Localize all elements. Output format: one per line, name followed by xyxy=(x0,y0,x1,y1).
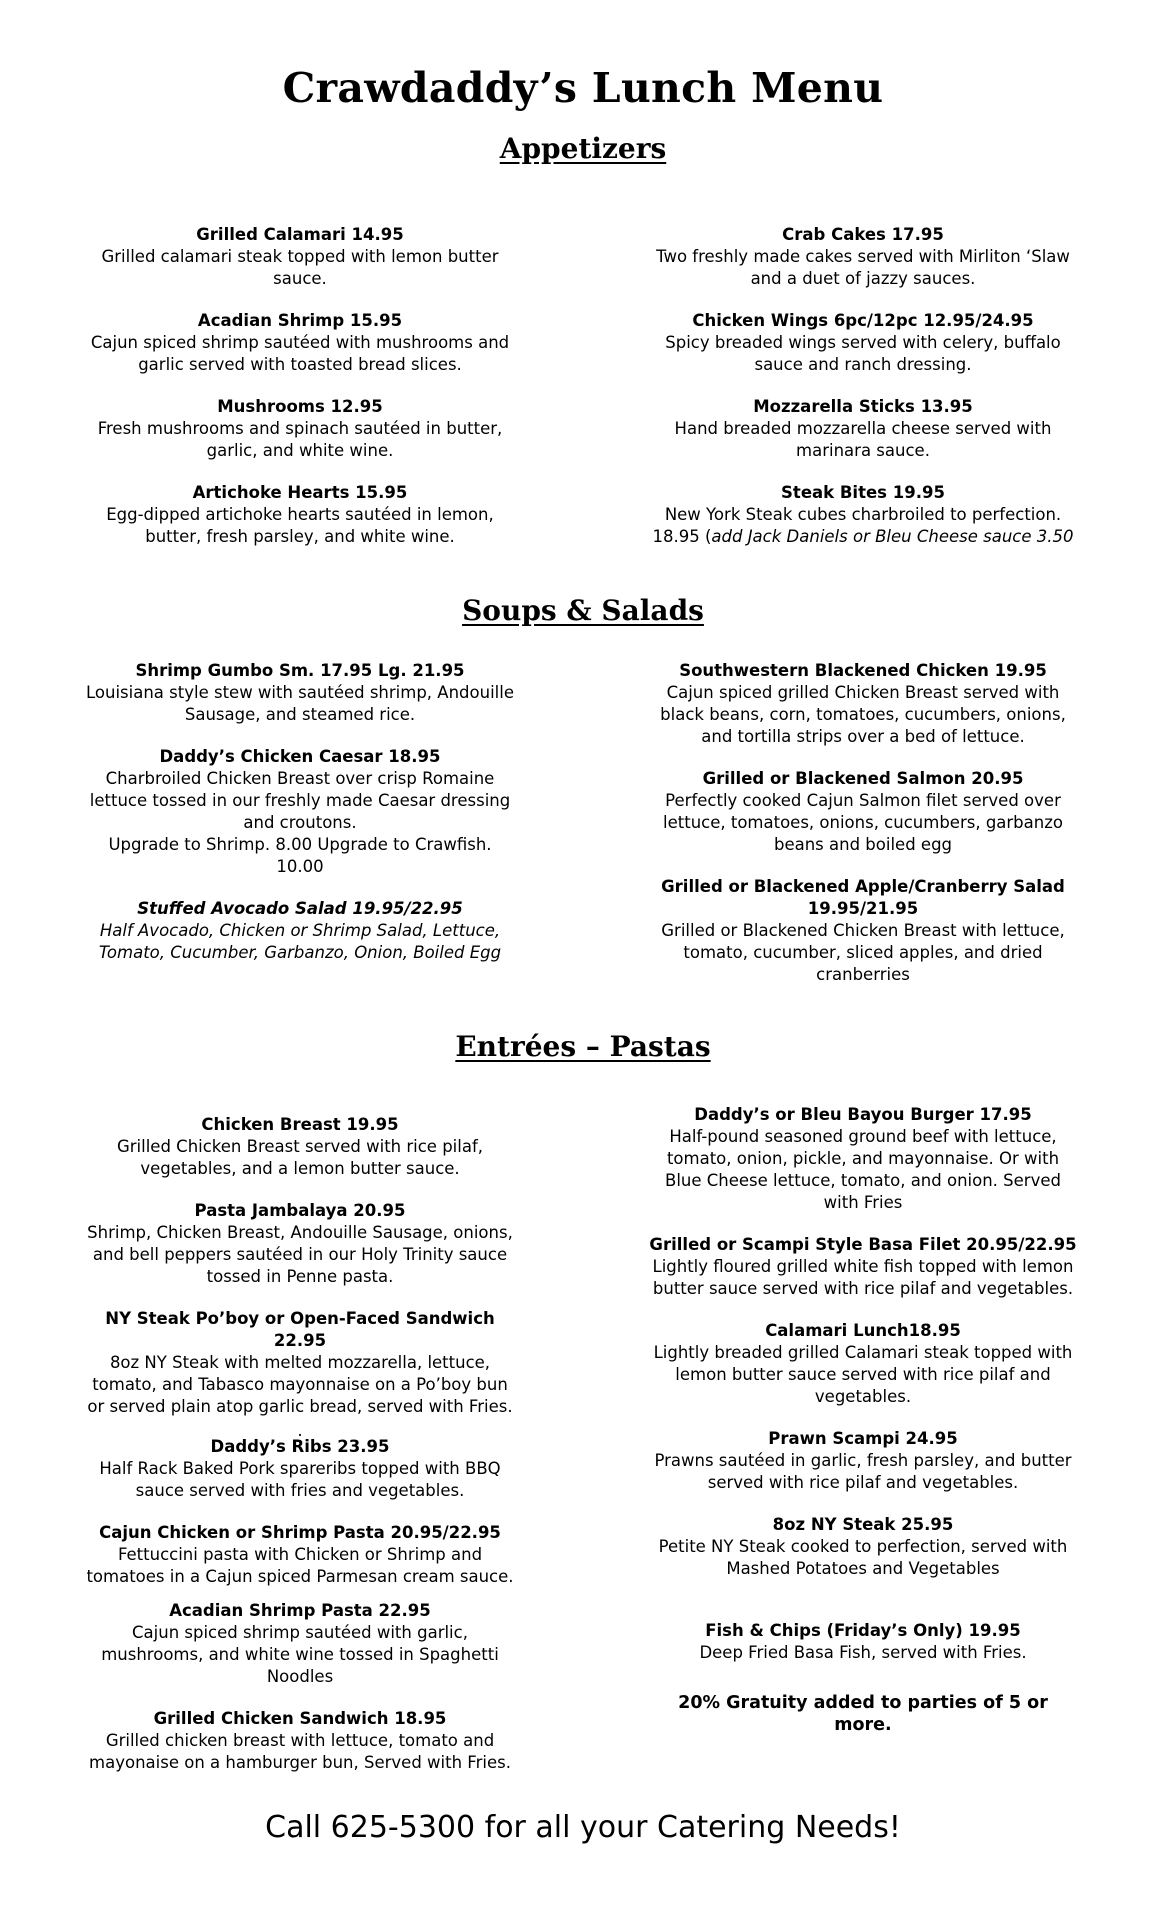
menu-item xyxy=(85,1200,515,1288)
item-name: Shrimp Gumbo Sm. 17.95 Lg. 21.95 xyxy=(135,661,465,680)
item-name: Daddy’s Chicken Caesar 18.95 xyxy=(159,747,441,766)
menu-item xyxy=(85,1522,515,1588)
item-description: Cajun spiced grilled Chicken Breast served with black beans, corn, tomatoes, cucumbers, onions, and tortilla strips over a bed of lettuce. xyxy=(660,683,1066,746)
gratuity-note: 20% Gratuity added to parties of 5 or more. xyxy=(678,1693,1048,1735)
item-name: Mozzarella Sticks 13.95 xyxy=(753,397,973,416)
menu-item xyxy=(85,396,515,462)
menu-item xyxy=(648,1620,1078,1664)
menu-item xyxy=(85,746,515,878)
item-description: Prawns sautéed in garlic, fresh parsley, and butter served with rice pilaf and vegetables. xyxy=(654,1451,1072,1492)
item-description: Half Rack Baked Pork spareribs topped with BBQ sauce served with fries and vegetables. xyxy=(99,1459,501,1500)
item-description: Egg-dipped artichoke hearts sautéed in lemon, butter, fresh parsley, and white wine. xyxy=(106,505,494,546)
menu-item xyxy=(648,876,1078,986)
menu-item xyxy=(648,768,1078,856)
item-name: Cajun Chicken or Shrimp Pasta 20.95/22.95 xyxy=(99,1523,501,1542)
menu-item xyxy=(648,1320,1078,1408)
item-name: Southwestern Blackened Chicken 19.95 xyxy=(679,661,1047,680)
menu-item xyxy=(648,482,1078,548)
item-description: 8oz NY Steak with melted mozzarella, lettuce, tomato, and Tabasco mayonnaise on a Po’boy bun or served plain atop garlic bread, served with Fries. xyxy=(87,1353,513,1416)
entrees-right-column xyxy=(648,1104,1078,1736)
menu-item xyxy=(648,224,1078,290)
menu-item xyxy=(85,224,515,290)
item-name: Artichoke Hearts 15.95 xyxy=(192,483,408,502)
item-description: Shrimp, Chicken Breast, Andouille Sausage, onions, and bell peppers sautéed in our Holy Trinity sauce tossed in Penne pasta. xyxy=(87,1223,513,1286)
item-description: Two freshly made cakes served with Mirliton ‘Slaw and a duet of jazzy sauces. xyxy=(656,247,1070,288)
item-name: Crab Cakes 17.95 xyxy=(782,225,944,244)
item-description: Half-pound seasoned ground beef with lettuce, tomato, onion, pickle, and mayonnaise. Or with Blue Cheese lettuce, tomato, and onion. Served with Fries xyxy=(665,1127,1061,1212)
item-description: Grilled Chicken Breast served with rice pilaf, vegetables, and a lemon butter sauce. xyxy=(116,1137,484,1178)
item-description: Lightly floured grilled white fish topped with lemon butter sauce served with rice pilaf and vegetables. xyxy=(652,1257,1074,1298)
item-description: Fettuccini pasta with Chicken or Shrimp and tomatoes in a Cajun spiced Parmesan cream sauce. xyxy=(86,1545,514,1586)
item-description: Petite NY Steak cooked to perfection, served with Mashed Potatoes and Vegetables xyxy=(658,1537,1068,1578)
item-description: Hand breaded mozzarella cheese served with marinara sauce. xyxy=(674,419,1052,460)
menu-item xyxy=(85,482,515,548)
menu-item xyxy=(85,1600,515,1688)
item-description: Lightly breaded grilled Calamari steak topped with lemon butter sauce served with rice pilaf and vegetables. xyxy=(653,1343,1073,1406)
item-name: Daddy’s or Bleu Bayou Burger 17.95 xyxy=(694,1105,1032,1124)
item-name: Acadian Shrimp Pasta 22.95 xyxy=(169,1601,431,1620)
item-name: Calamari Lunch18.95 xyxy=(765,1321,961,1340)
item-description: Cajun spiced shrimp sautéed with garlic, mushrooms, and white wine tossed in Spaghetti Noodles xyxy=(101,1623,499,1686)
upgrade-note: Upgrade to Shrimp. 8.00 Upgrade to Crawfish. 10.00 xyxy=(108,835,492,876)
menu-item xyxy=(85,660,515,726)
item-name: Chicken Wings 6pc/12pc 12.95/24.95 xyxy=(692,311,1034,330)
item-name: 8oz NY Steak 25.95 xyxy=(772,1515,954,1534)
item-name: Acadian Shrimp 15.95 xyxy=(197,311,403,330)
item-name: NY Steak Po’boy or Open-Faced Sandwich 22.95 xyxy=(105,1309,495,1350)
item-description: Charbroiled Chicken Breast over crisp Romaine lettuce tossed in our freshly made Caesar dressing and croutons. xyxy=(89,769,511,832)
item-name: Prawn Scampi 24.95 xyxy=(768,1429,958,1448)
section-heading-appetizers: Appetizers xyxy=(499,132,667,165)
item-name: Grilled or Scampi Style Basa Filet 20.95/22.95 xyxy=(649,1235,1077,1254)
menu-item xyxy=(648,1104,1078,1214)
stray-dot: . xyxy=(297,1421,303,1440)
item-description: Cajun spiced shrimp sautéed with mushrooms and garlic served with toasted bread slices. xyxy=(90,333,510,374)
item-name: Fish & Chips (Friday’s Only) 19.95 xyxy=(705,1621,1021,1640)
item-name: Mushrooms 12.95 xyxy=(217,397,383,416)
item-description: Fresh mushrooms and spinach sautéed in butter, garlic, and white wine. xyxy=(97,419,503,460)
item-description: Grilled or Blackened Chicken Breast with lettuce, tomato, cucumber, sliced apples, and dried cranberries xyxy=(661,921,1065,984)
appetizers-right-column xyxy=(648,224,1078,568)
item-description: Grilled chicken breast with lettuce, tomato and mayonaise on a hamburger bun, Served with Fries. xyxy=(89,1731,511,1772)
menu-item xyxy=(85,898,515,964)
menu-item xyxy=(648,396,1078,462)
item-name: Grilled Chicken Sandwich 18.95 xyxy=(153,1709,447,1728)
item-description: Spicy breaded wings served with celery, buffalo sauce and ranch dressing. xyxy=(665,333,1061,374)
item-description: Louisiana style stew with sautéed shrimp, Andouille Sausage, and steamed rice. xyxy=(86,683,514,724)
item-name: Grilled or Blackened Salmon 20.95 xyxy=(702,769,1024,788)
item-name: Daddy’s Ribs 23.95 xyxy=(210,1437,390,1456)
item-name: Grilled Calamari 14.95 xyxy=(196,225,404,244)
item-description: Grilled calamari steak topped with lemon butter sauce. xyxy=(101,247,499,288)
soups-left-column xyxy=(85,660,515,984)
menu-title: Crawdaddy’s Lunch Menu xyxy=(282,64,884,112)
soups-right-column xyxy=(648,660,1078,1006)
item-description: Half Avocado, Chicken or Shrimp Salad, Lettuce, Tomato, Cucumber, Garbanzo, Onion, Boiled Egg xyxy=(98,921,502,962)
item-name: Chicken Breast 19.95 xyxy=(201,1115,399,1134)
menu-item xyxy=(85,1708,515,1774)
appetizers-left-column xyxy=(85,224,515,568)
item-description: Perfectly cooked Cajun Salmon filet served over lettuce, tomatoes, onions, cucumbers, garbanzo beans and boiled egg xyxy=(663,791,1063,854)
item-name: Steak Bites 19.95 xyxy=(781,483,945,502)
item-description-italic: add Jack Daniels or Bleu Cheese sauce 3.50 xyxy=(711,527,1074,546)
menu-item xyxy=(648,660,1078,748)
item-description: Deep Fried Basa Fish, served with Fries. xyxy=(699,1643,1027,1662)
entrees-left-column xyxy=(85,1114,515,1794)
item-description xyxy=(648,504,1078,548)
item-name: Stuffed Avocado Salad 19.95/22.95 xyxy=(137,899,463,918)
menu-item xyxy=(648,310,1078,376)
menu-item xyxy=(85,1436,515,1502)
menu-item xyxy=(85,310,515,376)
section-heading-soups-salads: Soups & Salads xyxy=(462,594,704,627)
item-description-text: New York Steak cubes charbroiled to perfection. 18.95 ( xyxy=(652,505,1062,546)
item-name: Grilled or Blackened Apple/Cranberry Salad 19.95/21.95 xyxy=(661,877,1065,918)
catering-footer: Call 625-5300 for all your Catering Needs! xyxy=(265,1810,901,1845)
menu-item xyxy=(85,1308,515,1418)
menu-item xyxy=(85,1114,515,1180)
menu-item xyxy=(648,1514,1078,1580)
item-name: Pasta Jambalaya 20.95 xyxy=(194,1201,406,1220)
menu-item xyxy=(648,1234,1078,1300)
section-heading-entrees-pastas: Entrées – Pastas xyxy=(455,1030,711,1063)
menu-item xyxy=(648,1428,1078,1494)
